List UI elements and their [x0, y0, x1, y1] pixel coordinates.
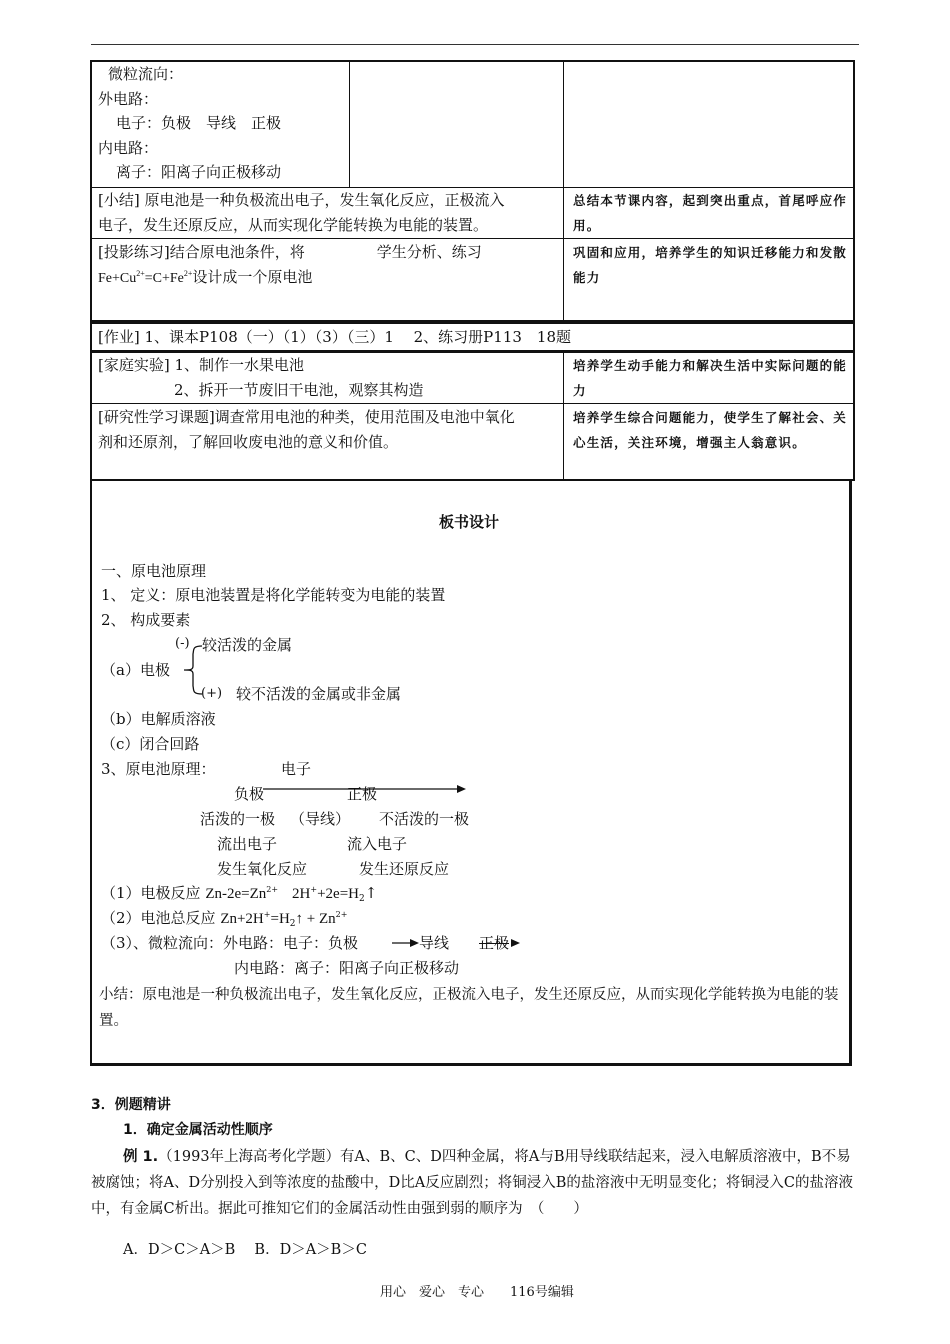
- small-arrow-icon: [392, 937, 420, 949]
- row-divider: [91, 403, 854, 404]
- total-reaction: （2）电池总反应 $Zn+2H^+=H_2↑ + Zn^{2+}$: [101, 909, 348, 929]
- subsection-heading: 1．确定金属活动性顺序: [123, 1122, 273, 1138]
- wire-label: （导线）: [290, 810, 351, 828]
- research-note: 培养学生综合问题能力，使学生了解社会、关心生活，关注环境，增强主人翁意识。: [573, 410, 848, 450]
- board-line: 2、 构成要素: [101, 611, 191, 629]
- row1-line: 微粒流向：: [108, 65, 184, 83]
- board-line: 一、原电池原理: [101, 562, 207, 580]
- inner-circuit-line: 内电路：离子：阳离子向正极移动: [234, 959, 460, 977]
- board-line: 1、 定义：原电池装置是将化学能转变为电能的装置: [101, 586, 446, 604]
- active-pole-label: 活泼的一极: [200, 810, 276, 828]
- oxidation-label: 发生氧化反应: [217, 860, 308, 878]
- negative-pole-label: 负极: [234, 785, 265, 803]
- home-experiment-line: 2、拆开一节废旧干电池，观察其构造: [174, 380, 424, 399]
- electron-label: 电子: [281, 760, 312, 778]
- row1-left-cell: [98, 62, 346, 185]
- projection-exercise-cell: [98, 240, 560, 291]
- summary-note: 总结本节课内容，起到突出重点，首尾呼应作用。: [573, 193, 848, 233]
- negative-sign: (-): [175, 636, 190, 651]
- row1-line: 电子：负极 导线 正极: [116, 114, 282, 132]
- wire-label-2: 导线: [419, 934, 450, 952]
- positive-sign: (+): [201, 686, 223, 701]
- home-experiment-line: [家庭实验] 1、制作一水果电池: [98, 356, 305, 374]
- electrons-out-label: 流出电子: [217, 835, 278, 853]
- row-divider: [91, 238, 854, 239]
- positive-pole-struck: 正极: [479, 934, 510, 952]
- row1-line: 离子：阳离子向正极移动: [116, 163, 282, 181]
- col-divider-2: [563, 60, 564, 322]
- summary-line: [小结] 原电池是一种负极流出电子，发生氧化反应，正极流入: [98, 191, 505, 209]
- particle-flow-line: （3）、微粒流向：外电路：电子：负极: [101, 934, 359, 952]
- positive-electrode-text: 较不活泼的金属或非金属: [236, 685, 402, 703]
- electrode-label: （a）电极: [101, 661, 170, 679]
- page-footer: 用心 爱心 专心 116号编辑: [380, 1285, 574, 1300]
- section-heading: 3．例题精讲: [91, 1097, 171, 1113]
- electrode-reaction: （1）电极反应 $Zn-2e=Zn^{2+}$ $2H^++2e=H_2↑$: [101, 884, 378, 904]
- electrons-in-label: 流入电子: [347, 835, 408, 853]
- research-topic-cell: [98, 405, 560, 454]
- home-experiment-cell: [98, 353, 560, 402]
- col-divider-1: [349, 60, 350, 187]
- negative-electrode-text: 较活泼的金属: [202, 636, 293, 654]
- exercise-text: [投影练习]结合原电池条件，将: [98, 243, 305, 261]
- arrowhead-icon: [509, 937, 523, 949]
- inactive-pole-label: 不活泼的一极: [379, 810, 470, 828]
- example-text: （1993年上海高考化学题）有A、B、C、D四种金属，将A与B用导线联结起来，浸入电解质溶液中，B不易被腐蚀；将A、D分别投入到等浓度的盐酸中，D比A反应剧烈；将铜浸入B的盐溶液中无明显变化；将铜浸入C的盐溶液中，有金属C析出。据此可推知它们的金属活动性由强到弱的顺序为 （ ）: [91, 1149, 853, 1217]
- exercise-activity: 学生分析、练习: [376, 243, 482, 261]
- header-rule: [91, 44, 859, 45]
- board-summary: 小结：原电池是一种负极流出电子，发生氧化反应，正极流入电子，发生还原反应，从而实现化学能转换为电能的装置。: [99, 987, 839, 1029]
- example-label: 例 1.: [123, 1149, 159, 1165]
- exercise-formula: $Fe+Cu^{2+}=C+Fe^{2+}$设计成一个原电池: [98, 267, 313, 286]
- research-line: 剂和还原剂，了解回收废电池的意义和价值。: [98, 432, 399, 451]
- homework-text: [作业] 1、课本P108（一）（1）（3）（三）1 2、练习册P113 18题: [98, 328, 571, 346]
- principle-heading: 3、原电池原理：: [101, 760, 216, 778]
- summary-cell: [98, 188, 560, 237]
- reduction-label: 发生还原反应: [359, 860, 450, 878]
- summary-line: 电子，发生还原反应，从而实现化学能转换为电能的装置。: [98, 215, 489, 234]
- research-line: [研究性学习课题]调查常用电池的种类，使用范围及电池中氧化: [98, 408, 515, 426]
- exercise-note: 巩固和应用，培养学生的知识迁移能力和发散能力: [573, 245, 848, 285]
- example-paragraph: [91, 1144, 861, 1222]
- positive-pole-label: 正极: [347, 785, 378, 803]
- board-title: 板书设计: [439, 513, 500, 531]
- col-divider-2: [563, 351, 564, 481]
- row1-line: 外电路：: [98, 89, 159, 108]
- board-line: （b）电解质溶液: [101, 710, 216, 728]
- home-experiment-note: 培养学生动手能力和解决生活中实际问题的能力: [573, 358, 848, 398]
- answer-options: A．D＞C＞A＞B B．D＞A＞B＞C: [123, 1242, 367, 1258]
- row1-line: 内电路：: [98, 138, 159, 157]
- board-line: （c）闭合回路: [101, 735, 200, 753]
